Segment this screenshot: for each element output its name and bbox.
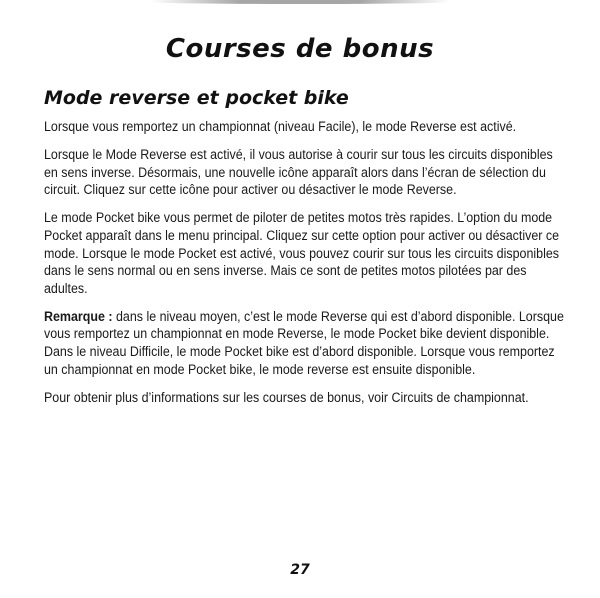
page-number: 27: [290, 562, 310, 578]
paragraph-more-info: Pour obtenir plus d’informations sur les courses de bonus, voir Circuits de championnat.: [44, 389, 529, 405]
note-paragraph: [44, 308, 565, 378]
page-title: Courses de bonus: [165, 34, 435, 64]
paragraph-reverse-mode: Lorsque le Mode Reverse est activé, il vous autorise à courir sur tous les circuits disponibles en sens inverse. Désormais, une nouvelle icône apparaît alors dans l’écran de sélection du circuit. Cliquez sur cette icône pour activer ou désactiver le mode Reverse.: [44, 147, 553, 198]
page-top-edge: [150, 0, 450, 4]
note-text: dans le niveau moyen, c’est le mode Reverse qui est d’abord disponible. Lorsque vous remportez un championnat en mode Reverse, le mode Pocket bike devient disponible. Dans le niveau Difficile, le mode Pocket bike est d’abord disponible. Lorsque vous remportez un championnat en mode Pocket bike, le mode reverse est ensuite disponible.: [44, 308, 564, 377]
note-label: Remarque :: [44, 308, 113, 324]
body-text: [44, 118, 564, 417]
section-heading: Mode reverse et pocket bike: [44, 87, 349, 109]
paragraph-pocket-bike-mode: Le mode Pocket bike vous permet de piloter de petites motos très rapides. L’option du mode Pocket apparaît dans le menu principal. Cliquez sur cette option pour activer ou désactiver ce mode. Lorsque le mode Pocket est activé, vous pouvez courir sur tous les circuits disponibles dans le sens normal ou en sens inverse. Mais ce sont de petites motos pilotées par des adultes.: [44, 210, 560, 296]
paragraph-unlock-reverse: Lorsque vous remportez un championnat (niveau Facile), le mode Reverse est activé.: [44, 119, 517, 134]
